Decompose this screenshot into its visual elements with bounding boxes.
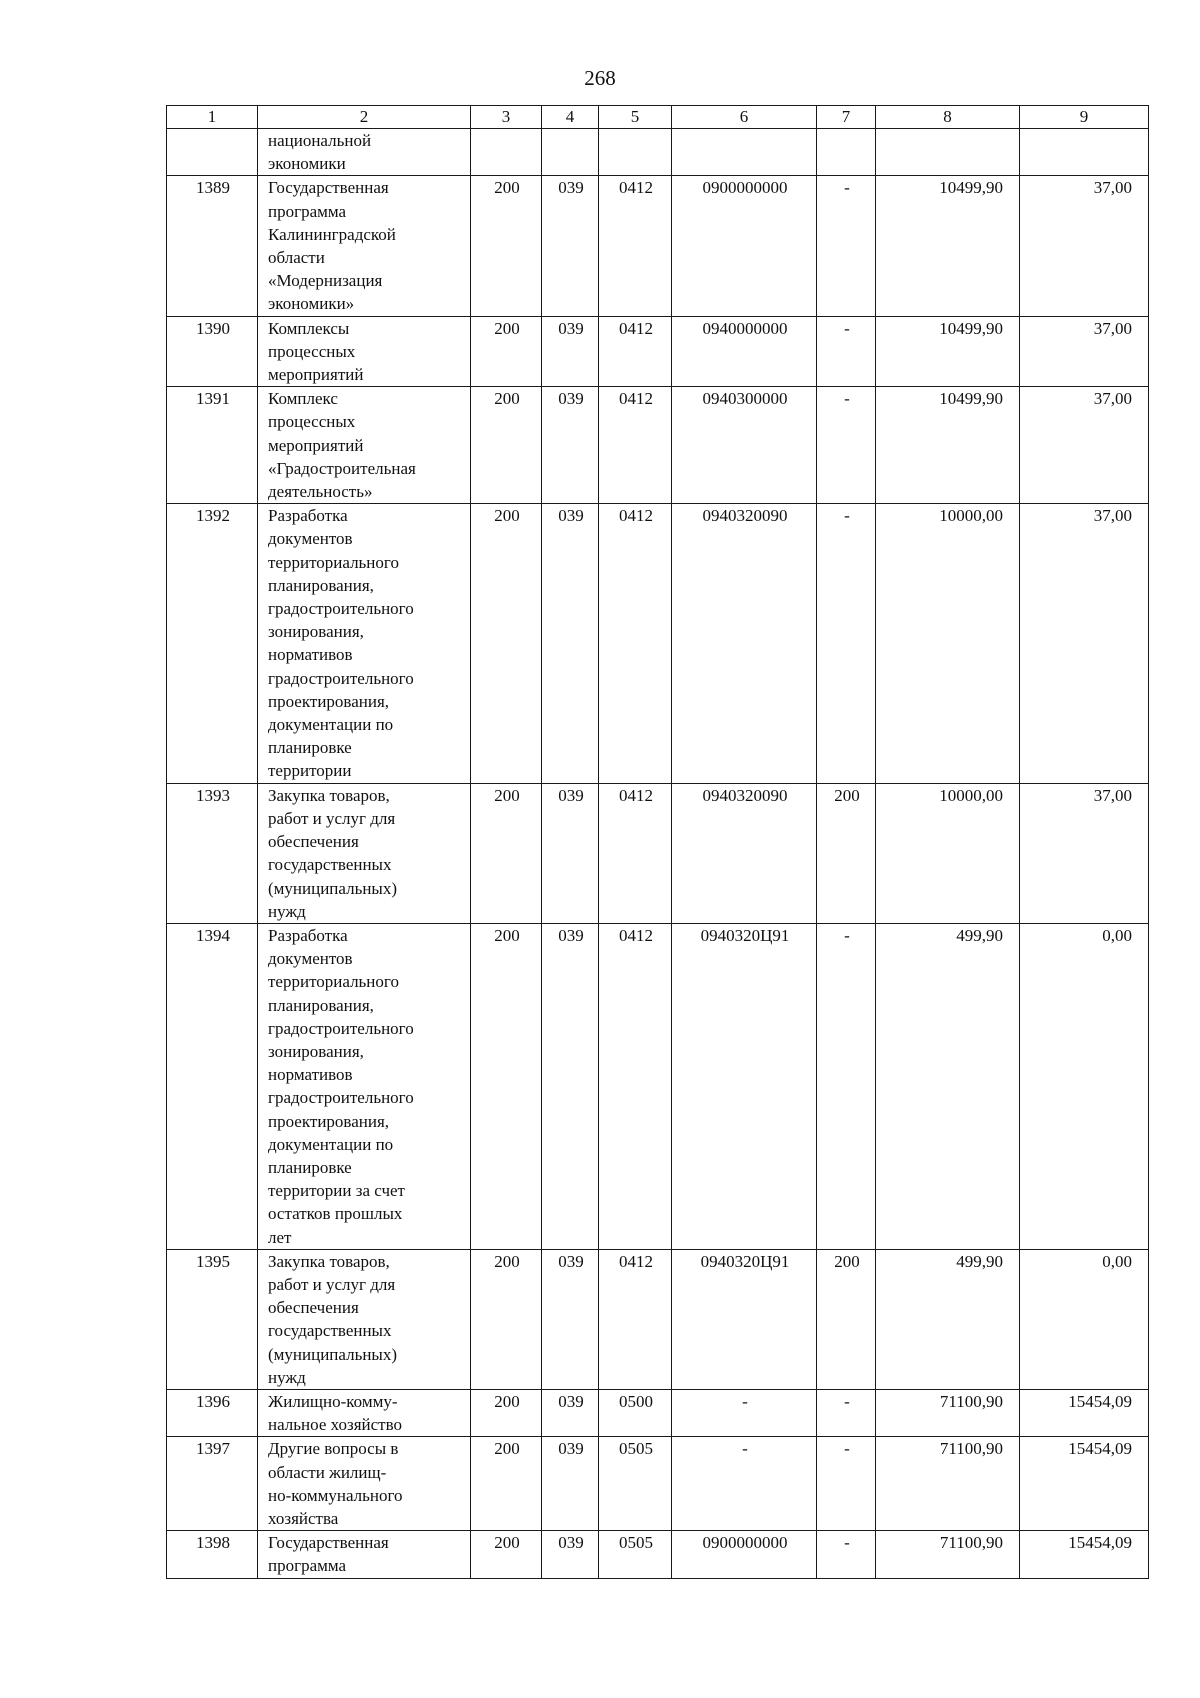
cell-line: 200 bbox=[494, 925, 520, 945]
table-row bbox=[167, 1249, 1149, 1389]
row-name-cell bbox=[258, 504, 471, 783]
budget-table bbox=[166, 105, 1149, 1579]
col7-cell bbox=[817, 923, 876, 1249]
cell-line: 1391 bbox=[196, 389, 230, 409]
cell-line: деятельность» bbox=[268, 482, 373, 502]
col7-cell bbox=[817, 316, 876, 387]
col9-cell bbox=[1020, 1389, 1149, 1436]
cell-line: 039 bbox=[558, 785, 584, 805]
table-row bbox=[167, 1531, 1149, 1578]
cell-line: проектирования, bbox=[268, 691, 390, 711]
cell-line: государственных bbox=[268, 1321, 392, 1341]
col7-cell bbox=[817, 176, 876, 316]
cell-line: 200 bbox=[494, 1391, 520, 1411]
cell-line: 1390 bbox=[196, 318, 230, 338]
cell-line: градостроительного bbox=[268, 668, 414, 688]
col5-cell bbox=[599, 923, 672, 1249]
col9-cell bbox=[1020, 1249, 1149, 1389]
row-name-cell bbox=[258, 1249, 471, 1389]
cell-line: 1397 bbox=[196, 1439, 230, 1459]
cell-line: 1393 bbox=[196, 785, 230, 805]
cell-line: - bbox=[742, 1439, 748, 1459]
cell-line: 1396 bbox=[196, 1391, 230, 1411]
col9-cell bbox=[1020, 923, 1149, 1249]
cell-line: но-коммунального bbox=[268, 1485, 403, 1505]
cell-line: 200 bbox=[494, 1439, 520, 1459]
col9-cell bbox=[1020, 176, 1149, 316]
col9-cell bbox=[1020, 387, 1149, 504]
cell-line: 039 bbox=[558, 1251, 584, 1271]
cell-line: Разработка bbox=[268, 506, 348, 526]
col6-cell bbox=[672, 316, 817, 387]
cell-line: 0900000000 bbox=[702, 178, 788, 198]
col8-cell bbox=[876, 1437, 1020, 1531]
cell-line: зонирования, bbox=[268, 1041, 364, 1061]
cell-line: - bbox=[844, 318, 850, 338]
cell-line: 10000,00 bbox=[939, 506, 1003, 526]
col8-cell bbox=[876, 129, 1020, 176]
cell-line: 039 bbox=[558, 389, 584, 409]
row-number-cell bbox=[167, 783, 258, 923]
cell-line: 1389 bbox=[196, 178, 230, 198]
cell-line: планирования, bbox=[268, 995, 374, 1015]
cell-line: 1395 bbox=[196, 1251, 230, 1271]
cell-line: программа bbox=[268, 1556, 347, 1576]
col5-cell bbox=[599, 1389, 672, 1436]
col3-cell bbox=[471, 1389, 542, 1436]
cell-line: «Градостроительная bbox=[268, 458, 416, 478]
col6-cell bbox=[672, 1389, 817, 1436]
header-row bbox=[167, 106, 1149, 129]
cell-line: 0412 bbox=[619, 1251, 653, 1271]
cell-line: экономики» bbox=[268, 294, 355, 314]
cell-line: 499,90 bbox=[956, 925, 1003, 945]
cell-line: 10499,90 bbox=[939, 318, 1003, 338]
cell-line: работ и услуг для bbox=[268, 808, 396, 828]
cell-line: 15454,09 bbox=[1068, 1533, 1132, 1553]
cell-line: территориального bbox=[268, 552, 399, 572]
cell-line: области жилищ- bbox=[268, 1462, 387, 1482]
col7-cell bbox=[817, 1437, 876, 1531]
table-row bbox=[167, 783, 1149, 923]
col4-cell bbox=[542, 176, 599, 316]
col8-cell bbox=[876, 1249, 1020, 1389]
col5-cell bbox=[599, 1249, 672, 1389]
col4-cell bbox=[542, 1531, 599, 1578]
col5-cell bbox=[599, 783, 672, 923]
cell-line: 200 bbox=[494, 785, 520, 805]
col7-cell bbox=[817, 1531, 876, 1578]
cell-line: зонирования, bbox=[268, 622, 364, 642]
col4-cell bbox=[542, 387, 599, 504]
cell-line: нормативов bbox=[268, 1065, 353, 1085]
cell-line: (муниципальных) bbox=[268, 878, 398, 898]
cell-line: нужд bbox=[268, 901, 306, 921]
cell-line: - bbox=[844, 1391, 850, 1411]
row-name-cell bbox=[258, 316, 471, 387]
col6-cell bbox=[672, 387, 817, 504]
col7-cell bbox=[817, 387, 876, 504]
row-number-cell bbox=[167, 176, 258, 316]
row-number-cell bbox=[167, 1389, 258, 1436]
table-row bbox=[167, 176, 1149, 316]
cell-line: 039 bbox=[558, 1391, 584, 1411]
cell-line: 37,00 bbox=[1093, 318, 1132, 338]
col4-cell bbox=[542, 783, 599, 923]
cell-line: 039 bbox=[558, 178, 584, 198]
cell-line: территории bbox=[268, 761, 352, 781]
cell-line: 0,00 bbox=[1102, 1251, 1132, 1271]
col3-cell bbox=[471, 129, 542, 176]
cell-line: 200 bbox=[494, 1533, 520, 1553]
col8-cell bbox=[876, 783, 1020, 923]
cell-line: Калининградской bbox=[268, 224, 396, 244]
cell-line: «Модернизация bbox=[268, 271, 383, 291]
cell-line: программа bbox=[268, 201, 347, 221]
col8-cell bbox=[876, 923, 1020, 1249]
cell-line: документов bbox=[268, 529, 353, 549]
col-header: 1 bbox=[167, 106, 258, 129]
cell-line: обеспечения bbox=[268, 832, 359, 852]
col4-cell bbox=[542, 1437, 599, 1531]
cell-line: градостроительного bbox=[268, 599, 414, 619]
cell-line: мероприятий bbox=[268, 435, 364, 455]
cell-line: (муниципальных) bbox=[268, 1344, 398, 1364]
cell-line: экономики bbox=[268, 154, 346, 174]
cell-line: 0412 bbox=[619, 318, 653, 338]
cell-line: Комплексы bbox=[268, 318, 350, 338]
cell-line: 0412 bbox=[619, 506, 653, 526]
cell-line: 1392 bbox=[196, 506, 230, 526]
cell-line: 0412 bbox=[619, 785, 653, 805]
table-row bbox=[167, 1389, 1149, 1436]
col3-cell bbox=[471, 783, 542, 923]
cell-line: 1398 bbox=[196, 1533, 230, 1553]
row-name-cell bbox=[258, 1389, 471, 1436]
table-row bbox=[167, 923, 1149, 1249]
cell-line: 200 bbox=[494, 1251, 520, 1271]
col5-cell bbox=[599, 387, 672, 504]
col4-cell bbox=[542, 504, 599, 783]
cell-line: 37,00 bbox=[1093, 178, 1132, 198]
col9-cell bbox=[1020, 783, 1149, 923]
cell-line: Жилищно-комму- bbox=[268, 1391, 398, 1411]
cell-line: 0940320Ц91 bbox=[700, 925, 790, 945]
cell-line: нормативов bbox=[268, 645, 353, 665]
cell-line: 15454,09 bbox=[1068, 1391, 1132, 1411]
col3-cell bbox=[471, 176, 542, 316]
cell-line: работ и услуг для bbox=[268, 1274, 396, 1294]
cell-line: 0505 bbox=[619, 1533, 653, 1553]
cell-line: 200 bbox=[494, 178, 520, 198]
table-row bbox=[167, 504, 1149, 783]
row-name-cell bbox=[258, 1531, 471, 1578]
cell-line: - bbox=[844, 1533, 850, 1553]
cell-line: планирования, bbox=[268, 575, 374, 595]
col-header: 7 bbox=[817, 106, 876, 129]
col9-cell bbox=[1020, 1531, 1149, 1578]
row-number-cell bbox=[167, 316, 258, 387]
cell-line: процессных bbox=[268, 412, 356, 432]
cell-line: Разработка bbox=[268, 925, 348, 945]
cell-line: 37,00 bbox=[1093, 389, 1132, 409]
col9-cell bbox=[1020, 129, 1149, 176]
row-number-cell bbox=[167, 504, 258, 783]
col6-cell bbox=[672, 1531, 817, 1578]
col-header: 9 bbox=[1020, 106, 1149, 129]
cell-line: 039 bbox=[558, 1533, 584, 1553]
col8-cell bbox=[876, 1389, 1020, 1436]
cell-line: процессных bbox=[268, 341, 356, 361]
col8-cell bbox=[876, 1531, 1020, 1578]
cell-line: лет bbox=[268, 1227, 292, 1247]
cell-line: 499,90 bbox=[956, 1251, 1003, 1271]
cell-line: Закупка товаров, bbox=[268, 785, 390, 805]
col9-cell bbox=[1020, 504, 1149, 783]
cell-line: Другие вопросы в bbox=[268, 1439, 399, 1459]
row-number-cell bbox=[167, 923, 258, 1249]
cell-line: - bbox=[844, 178, 850, 198]
cell-line: 0412 bbox=[619, 389, 653, 409]
cell-line: нужд bbox=[268, 1367, 306, 1387]
cell-line: национальной bbox=[268, 131, 372, 150]
cell-line: хозяйства bbox=[268, 1508, 339, 1528]
cell-line: 10499,90 bbox=[939, 178, 1003, 198]
cell-line: 039 bbox=[558, 506, 584, 526]
cell-line: 71100,90 bbox=[939, 1391, 1003, 1411]
cell-line: 200 bbox=[834, 1251, 860, 1271]
cell-line: 71100,90 bbox=[939, 1533, 1003, 1553]
cell-line: 200 bbox=[494, 389, 520, 409]
col-header: 8 bbox=[876, 106, 1020, 129]
page-number: 268 bbox=[584, 66, 616, 90]
col4-cell bbox=[542, 1249, 599, 1389]
col6-cell bbox=[672, 1437, 817, 1531]
col7-cell bbox=[817, 129, 876, 176]
cell-line: Закупка товаров, bbox=[268, 1251, 390, 1271]
cell-line: остатков прошлых bbox=[268, 1204, 403, 1224]
row-name-cell bbox=[258, 1437, 471, 1531]
col7-cell bbox=[817, 504, 876, 783]
col5-cell bbox=[599, 129, 672, 176]
cell-line: 37,00 bbox=[1093, 785, 1132, 805]
cell-line: 200 bbox=[494, 318, 520, 338]
table-row bbox=[167, 129, 1149, 176]
table-row bbox=[167, 1437, 1149, 1531]
col9-cell bbox=[1020, 316, 1149, 387]
col7-cell bbox=[817, 1389, 876, 1436]
cell-line: 200 bbox=[834, 785, 860, 805]
col6-cell bbox=[672, 1249, 817, 1389]
cell-line: 0940320Ц91 bbox=[700, 1251, 790, 1271]
col-header: 6 bbox=[672, 106, 817, 129]
row-number-cell bbox=[167, 1249, 258, 1389]
cell-line: 1394 bbox=[196, 925, 230, 945]
col-header: 3 bbox=[471, 106, 542, 129]
table-row bbox=[167, 387, 1149, 504]
col4-cell bbox=[542, 1389, 599, 1436]
cell-line: 0,00 bbox=[1102, 925, 1132, 945]
cell-line: 0940000000 bbox=[702, 318, 788, 338]
cell-line: документации по bbox=[268, 715, 394, 735]
cell-line: территории за счет bbox=[268, 1181, 405, 1201]
col5-cell bbox=[599, 1531, 672, 1578]
cell-line: 71100,90 bbox=[939, 1439, 1003, 1459]
cell-line: планировке bbox=[268, 738, 352, 758]
col5-cell bbox=[599, 504, 672, 783]
cell-line: - bbox=[742, 1391, 748, 1411]
cell-line: обеспечения bbox=[268, 1298, 359, 1318]
cell-line: 37,00 bbox=[1093, 506, 1132, 526]
col8-cell bbox=[876, 176, 1020, 316]
cell-line: - bbox=[844, 1439, 850, 1459]
col3-cell bbox=[471, 504, 542, 783]
cell-line: документации по bbox=[268, 1134, 394, 1154]
col-header: 5 bbox=[599, 106, 672, 129]
cell-line: государственных bbox=[268, 855, 392, 875]
row-name-cell bbox=[258, 129, 471, 176]
col6-cell bbox=[672, 129, 817, 176]
col-header: 4 bbox=[542, 106, 599, 129]
col4-cell bbox=[542, 129, 599, 176]
cell-line: 10499,90 bbox=[939, 389, 1003, 409]
cell-line: - bbox=[844, 506, 850, 526]
col7-cell bbox=[817, 1249, 876, 1389]
cell-line: градостроительного bbox=[268, 1088, 414, 1108]
cell-line: Государственная bbox=[268, 1533, 389, 1553]
cell-line: 10000,00 bbox=[939, 785, 1003, 805]
row-name-cell bbox=[258, 387, 471, 504]
col5-cell bbox=[599, 176, 672, 316]
col3-cell bbox=[471, 1531, 542, 1578]
row-number-cell bbox=[167, 129, 258, 176]
col3-cell bbox=[471, 1437, 542, 1531]
col8-cell bbox=[876, 504, 1020, 783]
col6-cell bbox=[672, 504, 817, 783]
cell-line: 039 bbox=[558, 1439, 584, 1459]
cell-line: территориального bbox=[268, 972, 399, 992]
row-name-cell bbox=[258, 923, 471, 1249]
cell-line: области bbox=[268, 248, 325, 268]
cell-line: 039 bbox=[558, 925, 584, 945]
col5-cell bbox=[599, 1437, 672, 1531]
cell-line: - bbox=[844, 925, 850, 945]
row-name-cell bbox=[258, 783, 471, 923]
cell-line: мероприятий bbox=[268, 365, 364, 385]
cell-line: планировке bbox=[268, 1157, 352, 1177]
cell-line: 0900000000 bbox=[702, 1533, 788, 1553]
cell-line: 0940300000 bbox=[702, 389, 788, 409]
cell-line: градостроительного bbox=[268, 1018, 414, 1038]
col8-cell bbox=[876, 387, 1020, 504]
row-name-cell bbox=[258, 176, 471, 316]
row-number-cell bbox=[167, 1437, 258, 1531]
col3-cell bbox=[471, 923, 542, 1249]
col4-cell bbox=[542, 316, 599, 387]
col5-cell bbox=[599, 316, 672, 387]
table-row bbox=[167, 316, 1149, 387]
cell-line: 0412 bbox=[619, 925, 653, 945]
cell-line: 15454,09 bbox=[1068, 1439, 1132, 1459]
col7-cell bbox=[817, 783, 876, 923]
row-number-cell bbox=[167, 1531, 258, 1578]
col9-cell bbox=[1020, 1437, 1149, 1531]
col8-cell bbox=[876, 316, 1020, 387]
col6-cell bbox=[672, 923, 817, 1249]
cell-line: документов bbox=[268, 949, 353, 969]
cell-line: проектирования, bbox=[268, 1111, 390, 1131]
cell-line: 0940320090 bbox=[702, 785, 788, 805]
col3-cell bbox=[471, 387, 542, 504]
col6-cell bbox=[672, 176, 817, 316]
cell-line: 039 bbox=[558, 318, 584, 338]
col3-cell bbox=[471, 316, 542, 387]
cell-line: 0940320090 bbox=[702, 506, 788, 526]
cell-line: 0500 bbox=[619, 1391, 653, 1411]
col6-cell bbox=[672, 783, 817, 923]
cell-line: Государственная bbox=[268, 178, 389, 198]
col4-cell bbox=[542, 923, 599, 1249]
cell-line: - bbox=[844, 389, 850, 409]
row-number-cell bbox=[167, 387, 258, 504]
cell-line: 0412 bbox=[619, 178, 653, 198]
col-header: 2 bbox=[258, 106, 471, 129]
cell-line: нальное хозяйство bbox=[268, 1415, 402, 1435]
cell-line: 0505 bbox=[619, 1439, 653, 1459]
col3-cell bbox=[471, 1249, 542, 1389]
cell-line: Комплекс bbox=[268, 389, 338, 409]
cell-line: 200 bbox=[494, 506, 520, 526]
